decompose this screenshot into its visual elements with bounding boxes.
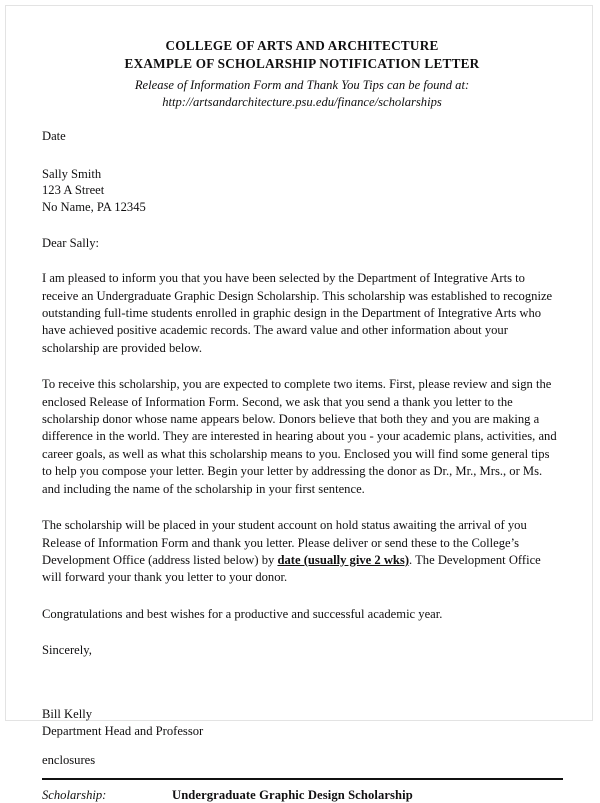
body-paragraph-2: To receive this scholarship, you are expected to complete two items. First, please review and sign the enclosed Release of Information Form. Second, we ask that you send a thank you letter to the scholarship donor whose name appears below. Donors believe that both they and you are making a difference in the world. They are interested in hearing about you - your academic plans, activities, and career goals, as well as what this scholarship means to you. Enclosed you will find some general tips to help you compose your letter. Begin your letter by addressing the donor as Dr., Mr., Mrs., or Ms. and including the name of the scholarship in your first sentence. bbox=[42, 377, 557, 496]
page-title-line-1: COLLEGE OF ARTS AND ARCHITECTURE bbox=[165, 38, 439, 53]
signature-block bbox=[42, 706, 562, 739]
signoff: Sincerely, bbox=[42, 643, 92, 658]
subtitle-text: Release of Information Form and Thank You Tips can be found at: bbox=[134, 78, 470, 92]
closing-paragraph: Congratulations and best wishes for a productive and successful academic year. bbox=[42, 606, 443, 621]
deadline-emphasis: date (usually give 2 wks) bbox=[277, 552, 410, 567]
footer-scholarship-value: Undergraduate Graphic Design Scholarship bbox=[172, 788, 413, 803]
paragraph-3-after: . The Development Office will forward your thank you letter to your donor. bbox=[42, 552, 541, 585]
letter-page bbox=[5, 5, 593, 803]
page-title-line-2: EXAMPLE OF SCHOLARSHIP NOTIFICATION LETTER bbox=[124, 55, 480, 71]
recipient-city-state-zip: No Name, PA 12345 bbox=[42, 199, 146, 214]
body-paragraph-3 bbox=[42, 517, 561, 587]
letter-content bbox=[42, 6, 562, 803]
date-line: Date bbox=[42, 129, 66, 143]
title-block bbox=[42, 6, 562, 72]
footer-scholarship-row bbox=[42, 788, 562, 803]
footer-divider bbox=[42, 778, 563, 780]
footer-scholarship-label: Scholarship: bbox=[42, 788, 107, 803]
signer-name: Bill Kelly bbox=[42, 707, 93, 722]
recipient-street: 123 A Street bbox=[42, 183, 105, 198]
paragraph-3-before: The scholarship will be placed in your student account on hold status awaiting the arrival of you Release of Information Form and thank you letter. Please deliver or send these to the College’s Development Office (address listed below) by bbox=[42, 518, 527, 567]
recipient-name: Sally Smith bbox=[42, 167, 102, 181]
body-paragraph-1: I am pleased to inform you that you have been selected by the Department of Integrative Arts to receive an Undergraduate Graphic Design Scholarship. This scholarship was established to recognize outstanding full-time students enrolled in graphic design in the Department of Integrative Arts who have achieved positive academic records. The award value and other information about your scholarship are provided below. bbox=[42, 271, 553, 355]
recipient-address bbox=[42, 166, 562, 215]
signer-title: Department Head and Professor bbox=[42, 723, 204, 738]
subtitle-block bbox=[42, 77, 562, 111]
enclosures-note: enclosures bbox=[42, 753, 96, 768]
resource-url: http://artsandarchitecture.psu.edu/finance/scholarships bbox=[162, 95, 442, 109]
salutation: Dear Sally: bbox=[42, 236, 100, 251]
